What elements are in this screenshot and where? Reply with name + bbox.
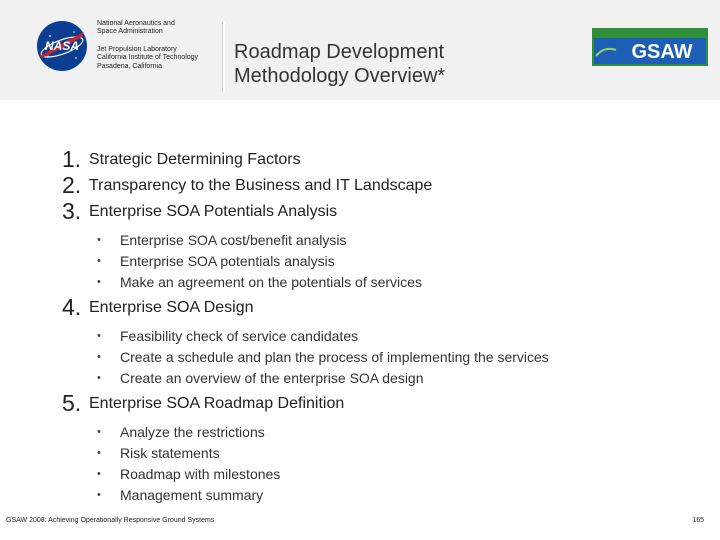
org-line-2: Space Administration <box>97 28 163 36</box>
org-line-1: National Aeronautics and <box>97 20 175 27</box>
sub-bullet-text: Feasibility check of service candidates <box>120 328 359 344</box>
gsaw-logo-text: GSAW <box>631 41 693 63</box>
outline-item-number: 4. <box>62 294 82 320</box>
lab-line-1: Jet Propulsion Laboratory <box>97 45 177 53</box>
page-number: 165 <box>692 517 704 524</box>
outline-item-number: 1. <box>62 146 82 172</box>
gsaw-logo-icon <box>590 26 710 68</box>
outline-list <box>62 146 702 507</box>
bullet-icon: • <box>97 330 101 342</box>
footer-text: GSAW 2008: Achieving Operationally Responsive Ground Systems <box>6 517 215 524</box>
lab-line-2: California Institute of Technology <box>97 54 199 62</box>
sub-bullet-item <box>62 273 702 294</box>
sub-bullet-item <box>62 252 702 273</box>
sub-bullet-item <box>62 348 702 369</box>
sub-bullet-item <box>62 444 702 465</box>
sub-bullet-text: Roadmap with milestones <box>120 466 281 482</box>
slide-title <box>234 40 445 88</box>
nasa-logo-text: NASA <box>44 39 80 53</box>
sub-bullet-text: Enterprise SOA potentials analysis <box>120 253 335 269</box>
sub-bullet-item <box>62 465 702 486</box>
title-line-2: Methodology Overview* <box>234 65 446 87</box>
sub-bullet-text: Create an overview of the enterprise SOA design <box>120 370 424 386</box>
outline-item-label: Enterprise SOA Roadmap Definition <box>89 395 345 412</box>
sub-bullet-item <box>62 369 702 390</box>
outline-item <box>62 172 702 198</box>
bullet-icon: • <box>97 276 101 288</box>
bullet-icon: • <box>97 426 101 438</box>
outline-item-number: 3. <box>62 198 82 224</box>
sub-bullet-text: Risk statements <box>120 445 220 461</box>
bullet-icon: • <box>97 255 101 267</box>
bullet-icon: • <box>97 372 101 384</box>
outline-item <box>62 198 702 224</box>
sub-bullet-list <box>62 231 702 294</box>
bullet-icon: • <box>97 234 101 246</box>
title-line-1: Roadmap Development <box>234 41 445 63</box>
bullet-icon: • <box>97 468 101 480</box>
lab-line-3: Pasadena, California <box>97 62 162 70</box>
sub-bullet-text: Enterprise SOA cost/benefit analysis <box>120 232 347 248</box>
sub-bullet-text: Make an agreement on the potentials of services <box>120 274 422 290</box>
sub-bullet-text: Management summary <box>120 487 264 503</box>
header-divider <box>222 22 225 92</box>
outline-item <box>62 390 702 416</box>
outline-item <box>62 294 702 320</box>
sub-bullet-item <box>62 231 702 252</box>
sub-bullet-list <box>62 423 702 507</box>
outline-item-label: Enterprise SOA Design <box>89 299 254 316</box>
organization-info <box>97 20 198 71</box>
outline-item-label: Transparency to the Business and IT Landscape <box>89 177 433 194</box>
outline-item-number: 5. <box>62 390 82 416</box>
sub-bullet-item <box>62 486 702 507</box>
sub-bullet-item <box>62 327 702 348</box>
nasa-logo-icon <box>36 20 88 72</box>
outline-item-label: Enterprise SOA Potentials Analysis <box>89 203 338 220</box>
outline-item-number: 2. <box>62 172 82 198</box>
sub-bullet-text: Analyze the restrictions <box>120 424 265 440</box>
outline-item <box>62 146 702 172</box>
bullet-icon: • <box>97 351 101 363</box>
outline-item-label: Strategic Determining Factors <box>89 151 301 168</box>
sub-bullet-item <box>62 423 702 444</box>
sub-bullet-text: Create a schedule and plan the process of implementing the services <box>120 349 549 365</box>
slide-header <box>0 0 720 100</box>
sub-bullet-list <box>62 327 702 390</box>
bullet-icon: • <box>97 489 101 501</box>
bullet-icon: • <box>97 447 101 459</box>
